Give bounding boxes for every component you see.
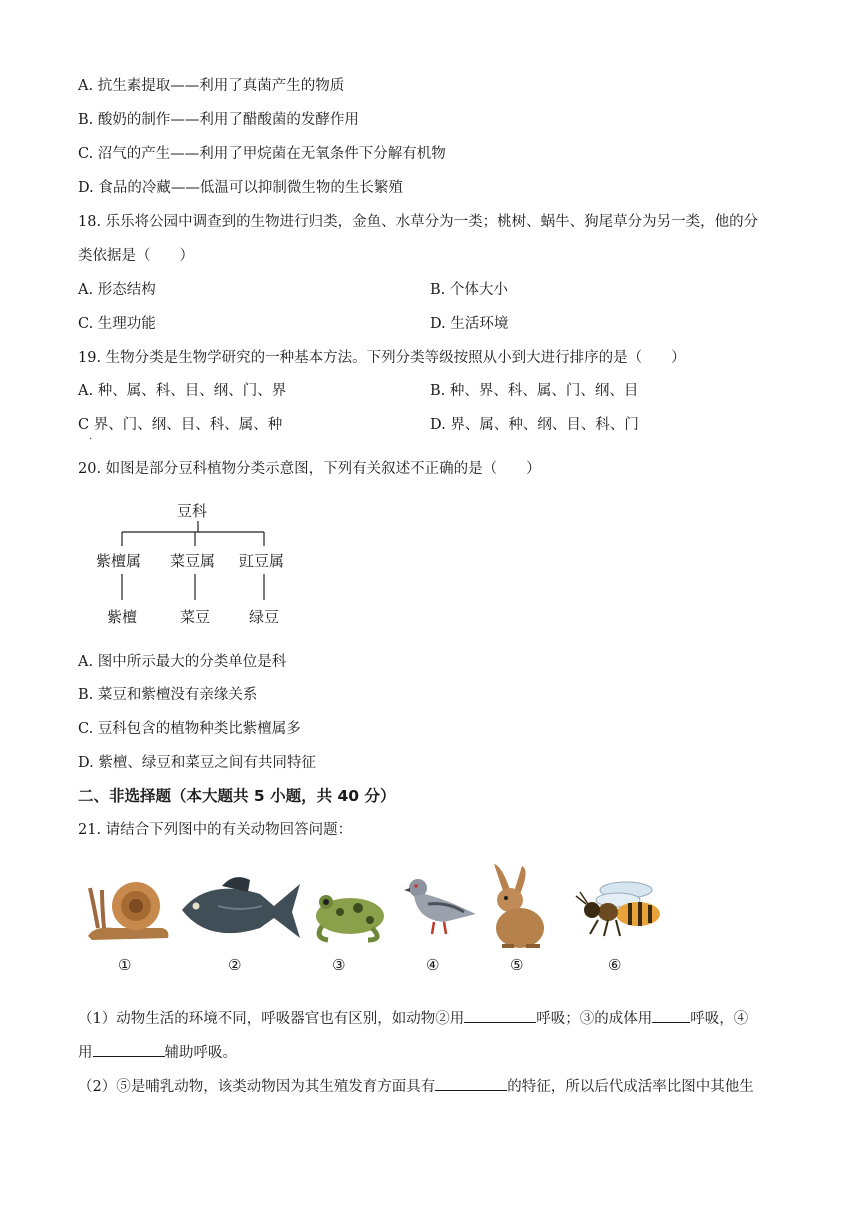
snail-icon: [84, 866, 170, 944]
animal-label-3: ③: [332, 956, 346, 974]
pigeon-icon: [404, 874, 478, 940]
q20-option-c: C. 豆科包含的植物种类比紫檀属多: [78, 721, 301, 737]
q20-option-d: D. 紫檀、绿豆和菜豆之间有共同特征: [78, 755, 316, 771]
answer-blank-frog-organ[interactable]: [652, 1008, 690, 1023]
q19-option-a: A. 种、属、科、目、纲、门、界: [78, 383, 287, 399]
tree-genus-1: 紫檀属: [96, 552, 142, 570]
q21-stem: 21. 请结合下列图中的有关动物回答问题：: [78, 822, 353, 838]
q20-option-a: A. 图中所示最大的分类单位是科: [78, 654, 287, 670]
legume-classification-diagram: [80, 496, 310, 636]
q17-option-b: B. 酸奶的制作——利用了醋酸菌的发酵作用: [78, 112, 359, 128]
tree-root-family: 豆科: [177, 502, 208, 520]
tree-genus-2: 菜豆属: [170, 552, 216, 570]
q18-option-b: B. 个体大小: [430, 282, 508, 298]
animal-label-1: ①: [118, 956, 132, 974]
q18-stem-line1: 18. 乐乐将公园中调查到的生物进行归类，金鱼、水草分为一类；桃树、蜗牛、狗尾草分为另一类，他的分: [78, 214, 759, 230]
q21-part1-text-e: 辅助呼吸。: [164, 1045, 237, 1061]
q18-stem-line2: 类依据是（ ）: [78, 248, 194, 264]
q18-option-c: C. 生理功能: [78, 316, 156, 332]
q21-part1: [78, 1002, 784, 1070]
q20-stem: 20. 如图是部分豆科植物分类示意图，下列有关叙述不正确的是（ ）: [78, 461, 541, 477]
q21-part2-text-a: （2）⑤是哺乳动物，该类动物因为其生殖发育方面具有: [78, 1079, 436, 1095]
tree-species-1: 紫檀: [107, 608, 138, 626]
q21-part2: [78, 1070, 784, 1104]
q20-option-b: B. 菜豆和紫檀没有亲缘关系: [78, 687, 258, 703]
answer-blank-fish-organ[interactable]: [464, 1008, 536, 1023]
animal-figure: [80, 862, 680, 982]
animal-label-5: ⑤: [510, 956, 524, 974]
frog-icon: [308, 882, 390, 944]
answer-blank-pigeon-aid[interactable]: [93, 1042, 165, 1057]
q21-part1-text-a: （1）动物生活的环境不同，呼吸器官也有区别，如动物②用: [78, 1011, 465, 1027]
q18-option-d: D. 生活环境: [430, 316, 509, 332]
q19-option-b: B. 种、界、科、属、门、纲、目: [430, 383, 639, 399]
tree-genus-3: 豇豆属: [239, 552, 285, 570]
q19-option-d: D. 界、属、种、纲、目、科、门: [430, 417, 639, 433]
tree-species-3: 绿豆: [249, 608, 280, 626]
animal-label-2: ②: [228, 956, 242, 974]
q19-option-c: C 界、门、纲、目、科、属、种: [78, 417, 283, 433]
q18-option-a: A. 形态结构: [78, 282, 156, 298]
q19-stem: 19. 生物分类是生物学研究的一种基本方法。下列分类等级按照从小到大进行排序的是（ ）: [78, 350, 686, 366]
q21-part1-text-b: 呼吸；③的成体用: [536, 1011, 653, 1027]
q17-option-c: C. 沼气的产生——利用了甲烷菌在无氧条件下分解有机物: [78, 146, 446, 162]
rabbit-icon: [482, 864, 552, 950]
q17-option-d: D. 食品的冷藏——低温可以抑制微生物的生长繁殖: [78, 180, 403, 196]
animal-label-4: ④: [426, 956, 440, 974]
bee-icon: [564, 880, 670, 942]
tree-species-2: 菜豆: [180, 608, 211, 626]
fish-icon: [178, 872, 304, 948]
answer-blank-mammal-feature[interactable]: [435, 1076, 507, 1091]
q21-part2-text-b: 的特征，所以后代成活率比图中其他生: [507, 1079, 754, 1095]
section-heading: 二、非选择题（本大题共 5 小题，共 40 分）: [78, 787, 396, 805]
q21-part1-text-c: 呼吸，④: [690, 1011, 749, 1027]
q21-part1-text-d: 用: [78, 1045, 93, 1061]
q17-option-a: A. 抗生素提取——利用了真菌产生的物质: [78, 78, 345, 94]
animal-label-6: ⑥: [608, 956, 622, 974]
stray-dot-mark: .: [89, 431, 93, 442]
